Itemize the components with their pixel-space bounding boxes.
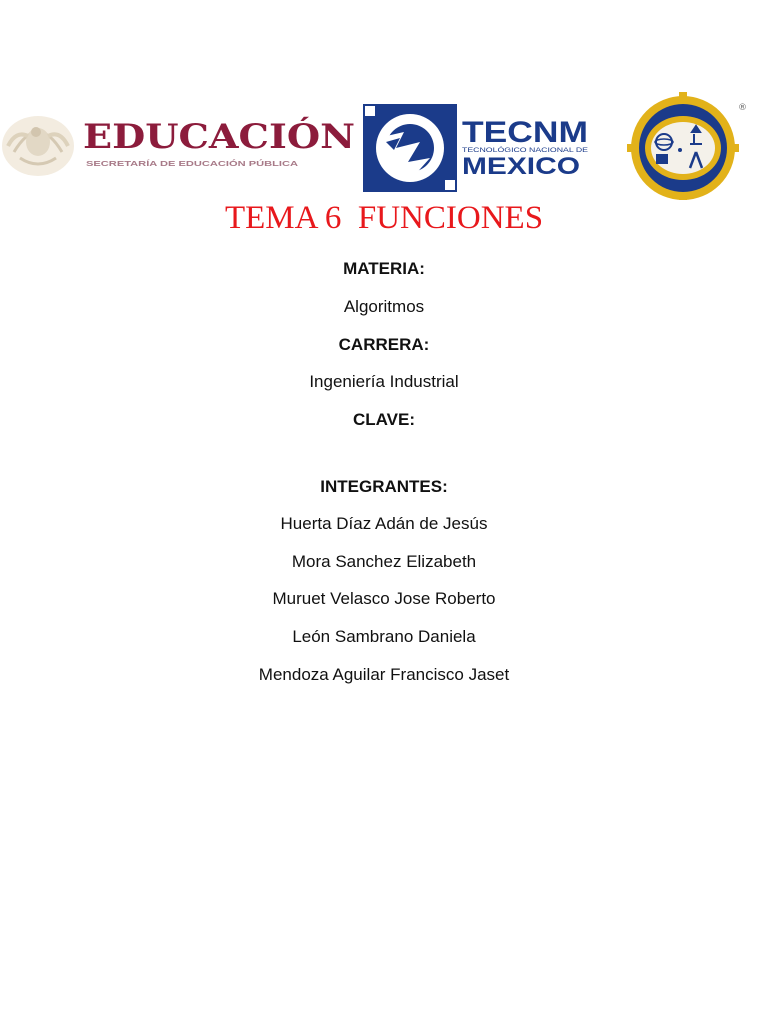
- tecnm-eagle-gear-icon: [363, 104, 457, 192]
- integrante-item: León Sambrano Daniela: [292, 627, 476, 646]
- institute-gear-seal-icon: [627, 92, 739, 200]
- integrante-item: Mora Sanchez Elizabeth: [291, 552, 477, 571]
- registered-mark: ®: [738, 103, 747, 113]
- carrera-value: Ingeniería Industrial: [309, 372, 459, 391]
- materia-value: Algoritmos: [343, 297, 425, 316]
- document-title: TEMA 6 FUNCIONES: [224, 200, 544, 236]
- carrera-label: CARRERA:: [338, 335, 430, 354]
- integrantes-label: INTEGRANTES:: [320, 477, 448, 496]
- educacion-wordmark: EDUCACIÓN: [83, 117, 326, 157]
- mexico-wordmark: MEXICO: [462, 153, 580, 180]
- materia-label: MATERIA:: [343, 259, 425, 278]
- header-logo-banner: [0, 92, 768, 200]
- integrante-item: Mendoza Aguilar Francisco Jaset: [258, 665, 510, 684]
- mexican-coat-of-arms-icon: [2, 116, 74, 176]
- tecnm-wordmark: TECNM: [462, 116, 588, 149]
- clave-label: CLAVE:: [352, 410, 415, 429]
- integrante-item: Muruet Velasco Jose Roberto: [272, 589, 496, 608]
- educacion-subtitle: SECRETARÍA DE EDUCACIÓN PÚBLICA: [86, 159, 299, 168]
- integrante-item: Huerta Díaz Adán de Jesús: [280, 514, 488, 533]
- tecnm-subtitle: TECNOLÓGICO NACIONAL DE: [462, 148, 549, 154]
